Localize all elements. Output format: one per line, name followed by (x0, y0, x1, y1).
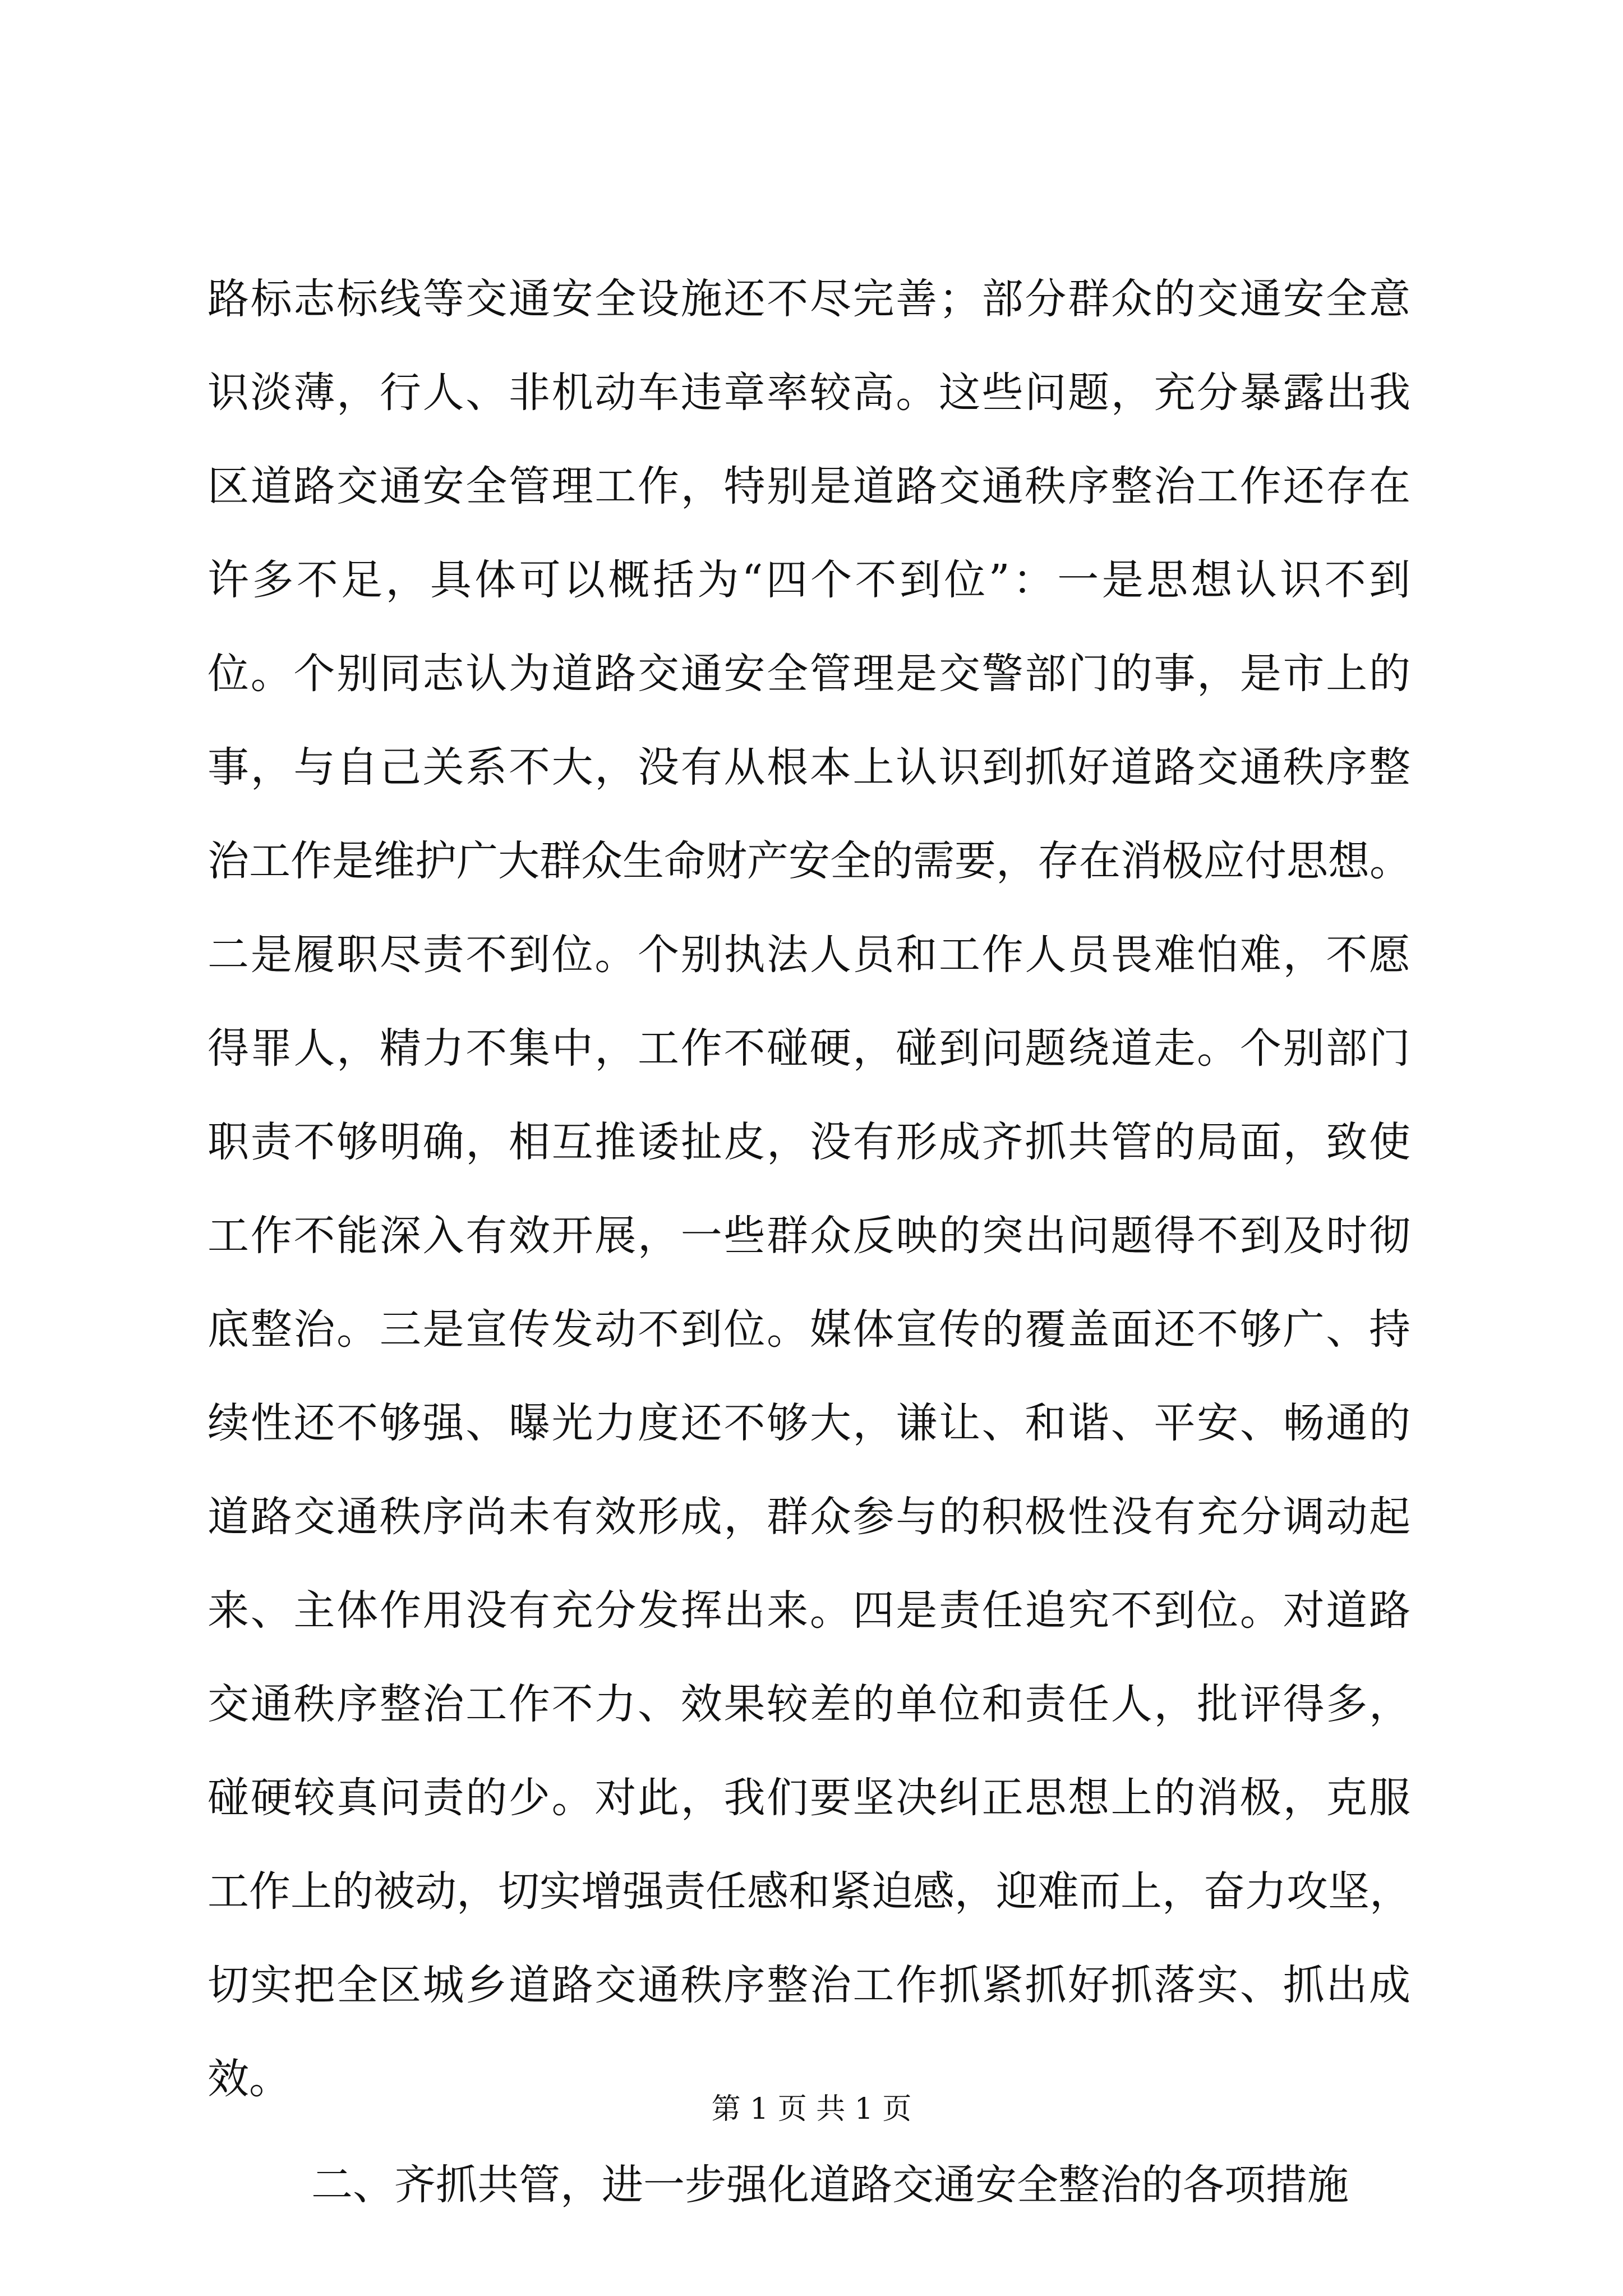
paragraph-line: 交通秩序整治工作不力、效果较差的单位和责任人，批评得多， (208, 1680, 1410, 1728)
paragraph-line: 碰硬较真问责的少。对此，我们要坚决纠正思想上的消极，克服 (208, 1774, 1410, 1822)
paragraph-line: 职责不够明确，相互推诿扯皮，没有形成齐抓共管的局面，致使 (208, 1118, 1410, 1166)
paragraph-line: 得罪人，精力不集中，工作不碰硬，碰到问题绕道走。个别部门 (208, 1024, 1410, 1073)
paragraph-line: 路标志标线等交通安全设施还不尽完善；部分群众的交通安全意 (208, 275, 1410, 323)
paragraph-line: 底整治。三是宣传发动不到位。媒体宣传的覆盖面还不够广、持 (208, 1305, 1410, 1354)
body-text (208, 252, 1410, 2233)
page-footer: 第 1 页 共 1 页 (711, 2092, 912, 2126)
paragraph-line-last: 效。 (208, 2055, 291, 2103)
paragraph-line: 识淡薄，行人、非机动车违章率较高。这些问题，充分暴露出我 (208, 369, 1410, 417)
paragraph-line: 二是履职尽责不到位。个别执法人员和工作人员畏难怕难，不愿 (208, 931, 1410, 979)
paragraph-line: 区道路交通安全管理工作，特别是道路交通秩序整治工作还存在 (208, 462, 1410, 510)
paragraph-line: 位。个别同志认为道路交通安全管理是交警部门的事，是市上的 (208, 650, 1410, 698)
paragraph-line: 工作上的被动，切实增强责任感和紧迫感，迎难而上，奋力攻坚， (208, 1867, 1411, 1916)
paragraph-line: 工作不能深入有效开展，一些群众反映的突出问题得不到及时彻 (208, 1212, 1410, 1260)
paragraph-line: 许多不足，具体可以概括为“四个不到位”：一是思想认识不到 (208, 556, 1410, 604)
section-heading: 二、齐抓共管，进一步强化道路交通安全整治的各项措施 (311, 2161, 1349, 2209)
paragraph-line: 切实把全区城乡道路交通秩序整治工作抓紧抓好抓落实、抓出成 (208, 1961, 1410, 2009)
paragraph-line: 道路交通秩序尚未有效形成，群众参与的积极性没有充分调动起 (208, 1493, 1410, 1541)
paragraph-line: 事，与自己关系不大，没有从根本上认识到抓好道路交通秩序整 (208, 743, 1410, 792)
paragraph-line: 治工作是维护广大群众生命财产安全的需要，存在消极应付思想。 (208, 837, 1411, 885)
paragraph-line: 续性还不够强、曝光力度还不够大，谦让、和谐、平安、畅通的 (208, 1399, 1410, 1447)
paragraph-line: 来、主体作用没有充分发挥出来。四是责任追究不到位。对道路 (208, 1586, 1410, 1635)
